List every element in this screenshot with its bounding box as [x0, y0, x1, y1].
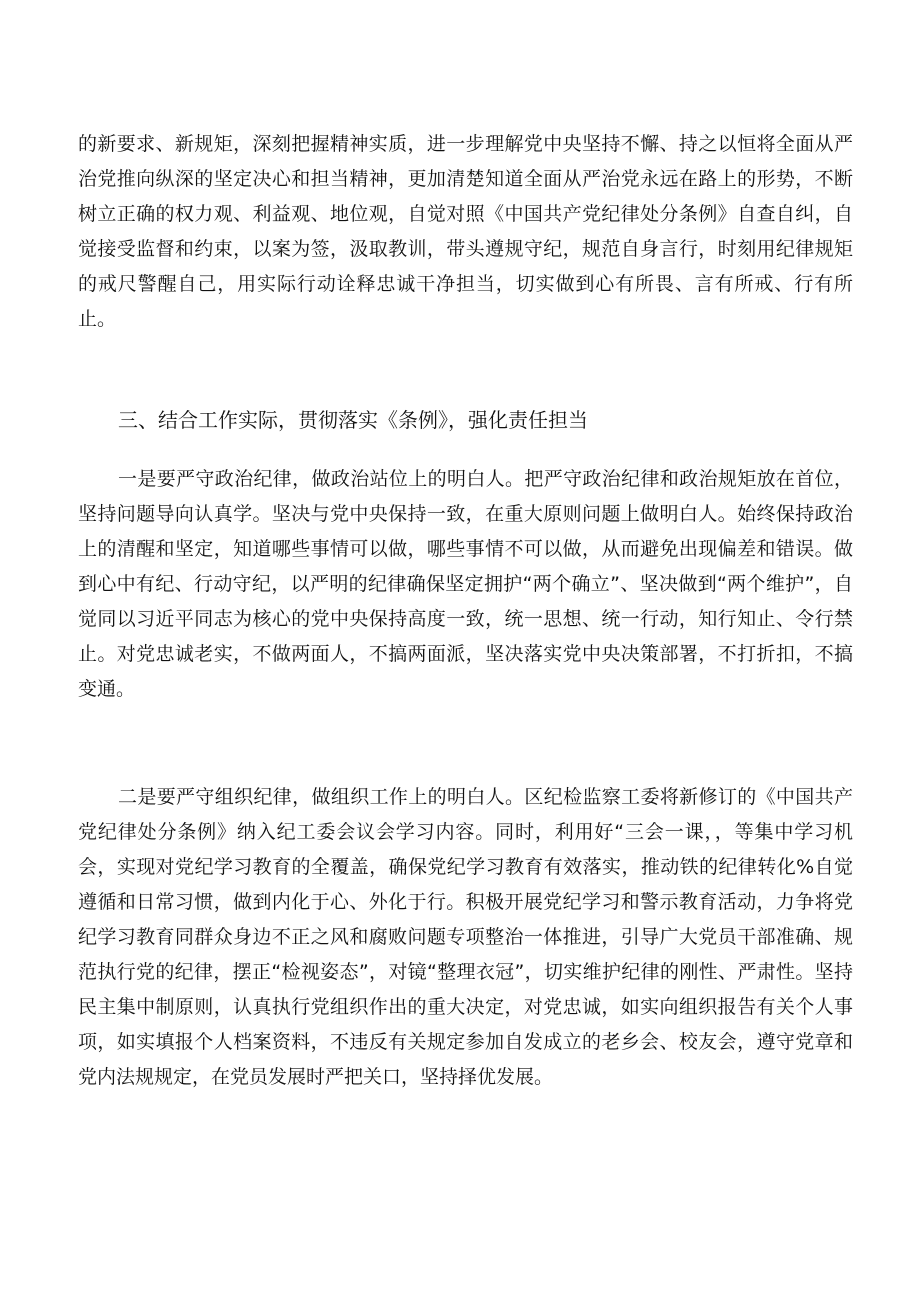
- paragraph-continuation: 的新要求、新规矩，深刻把握精神实质，进一步理解党中央坚持不懈、持之以恒将全面从严治党推向纵深的坚定决心和担当精神，更加清楚知道全面从严治党永远在路上的形势，不断树立正确的权力观、利益观、地位观，自觉对照《中国共产党纪律处分条例》自查自纠，自觉接受监督和约束，以案为签，汲取教训，带头遵规守纪，规范自身言行，时刻用纪律规矩的戒尺警醒自己，用实际行动诠释忠诚干净担当，切实做到心有所畏、言有所戒、行有所止。: [78, 133, 853, 330]
- paragraph-organizational-discipline: 二是要严守组织纪律，做组织工作上的明白人。区纪检监察工委将新修订的《中国共产党纪律处分条例》纳入纪工委会议会学习内容。同时，利用好“三会一课，，等集中学习机会，实现对党纪学习教育的全覆盖，确保党纪学习教育有效落实，推动铁的纪律转化%自觉遵循和日常习惯，做到内化于心、外化于行。积极开展党纪学习和警示教育活动，力争将党纪学习教育同群众身边不正之风和腐败问题专项整治一体推进，引导广大党员干部准确、规范执行党的纪律，摆正“检视姿态”，对镜“整理衣冠”，切实维护纪律的刚性、严肃性。坚持民主集中制原则，认真执行党组织作出的重大决定，对党忠诚，如实向组织报告有关个人事项，如实填报个人档案资料，不违反有关规定参加自发成立的老乡会、校友会，遵守党章和党内法规规定，在党员发展时严把关口，坚持择优发展。: [78, 786, 853, 1088]
- paragraph-political-discipline: 一是要严守政治纪律，做政治站位上的明白人。把严守政治纪律和政治规矩放在首位，坚持问题导向认真学。坚决与党中央保持一致，在重大原则问题上做明白人。始终保持政治上的清醒和坚定，知道哪些事情可以做，哪些事情不可以做，从而避免出现偏差和错误。做到心中有纪、行动守纪，以严明的纪律确保坚定拥护“两个确立”、坚决做到“两个维护”，自觉同以习近平同志为核心的党中央保持高度一致，统一思想、统一行动，知行知止、令行禁止。对党忠诚老实，不做两面人，不搞两面派，坚决落实党中央决策部署，不打折扣，不搞变通。: [78, 468, 853, 700]
- section-heading: 三、结合工作实际，贯彻落实《条例》，强化责任担当: [118, 408, 588, 432]
